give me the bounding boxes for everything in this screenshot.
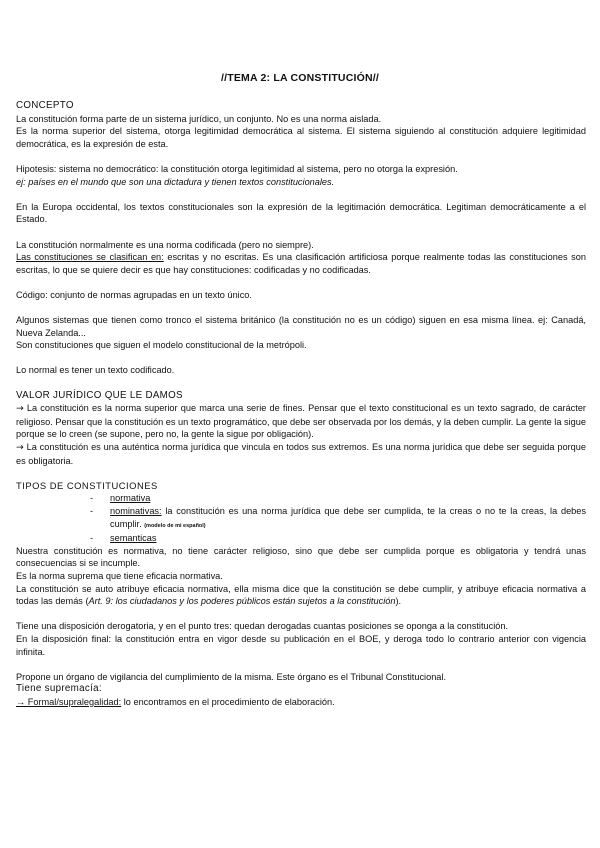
- paragraph: Propone un órgano de vigilancia del cumplimiento de la misma. Este órgano es el Tribunal Constitucional.: [16, 671, 447, 682]
- paragraph: La constitución normalmente es una norma codificada (pero no siempre).: [16, 239, 314, 250]
- list-dash: -: [90, 493, 94, 504]
- section-heading-valor: VALOR JURÍDICO QUE LE DAMOS: [16, 389, 183, 401]
- paragraph: [16, 251, 586, 276]
- types-list: [16, 492, 586, 544]
- arrow-icon: →: [16, 442, 24, 454]
- underlined-phrase: Las constituciones se clasifican en:: [16, 252, 164, 263]
- paragraph-text: La constitución es una auténtica norma jurídica que vincula en todos sus extremos. Es una norma jurídica que debe ser seguida porque es obligatoria.: [16, 442, 586, 466]
- paragraph: Es la norma superior del sistema, otorga legitimidad democrática al sistema. El sistema siguiendo al constitución adquiere legitimidad democrática, es la expresión de esta.: [16, 126, 586, 149]
- paragraph-text: La constitución es la norma superior que marca una serie de fines. Pensar que el texto constitucional es un texto sagrado, de carácter religioso. Pensar que la constitución es un texto programático, que debe ser observada por los demás, y la deben cumplir. La gente la sigue porque se lo creen (se supone, pero no, la gente la sigue por obligación).: [16, 403, 586, 440]
- list-item-label: normativa: [110, 493, 151, 504]
- paragraph: Código: conjunto de normas agrupadas en un texto único.: [16, 289, 252, 300]
- paragraph: Tiene supremacía:: [16, 683, 102, 695]
- list-item: [16, 505, 586, 532]
- paragraph: Tiene una disposición derogatoria, y en el punto tres: quedan derogadas cuantas posiciones se oponga a la constitución.: [16, 621, 509, 632]
- document-title: //TEMA 2: LA CONSTITUCIÓN//: [220, 72, 380, 84]
- list-dash: -: [90, 533, 94, 544]
- paragraph: Algunos sistemas que tienen como tronco el sistema británico (la constitución no es un código) siguen en esa misma línea. ej: Canadá, Nueva Zelanda...: [16, 315, 586, 338]
- paragraph: Son constituciones que siguen el modelo constitucional de la metrópoli.: [16, 340, 307, 351]
- list-item-text: la constitución es una norma jurídica que debe ser cumplida, te la creas o no te la creas, la debes cumplir.: [110, 506, 586, 529]
- paragraph-text: La constitución se auto atribuye eficacia normativa, ella misma dice que la constitución se debe cumplir, y atribuye eficacia normativa a todas las demás (: [16, 583, 586, 607]
- list-item-label: semanticas: [110, 533, 157, 544]
- paragraph: [16, 583, 586, 608]
- list-item-label: nominativas:: [110, 506, 162, 516]
- paragraph-text: lo encontramos en el procedimiento de elaboración.: [121, 696, 335, 707]
- paragraph: Es la norma suprema que tiene eficacia normativa.: [16, 570, 223, 581]
- paragraph: Hipotesis: sistema no democrático: la constitución otorga legitimidad al sistema, pero no otorga la expresión.: [16, 163, 458, 174]
- example-paragraph: ej: países en el mundo que son una dictadura y tienen textos constitucionales.: [16, 176, 335, 187]
- paragraph: [16, 441, 586, 467]
- section-heading-tipos: TIPOS DE CONSTITUCIONES: [16, 479, 158, 491]
- paragraph: Lo normal es tener un texto codificado.: [16, 365, 175, 376]
- document-body: [16, 100, 586, 709]
- paragraph: En la Europa occidental, los textos constitucionales son la expresión de la legitimación democrática. Legitiman democráticamente a el Estado.: [16, 201, 586, 225]
- paragraph: [16, 402, 586, 441]
- paragraph: Nuestra constitución es normativa, no tiene carácter religioso, sino que debe ser cumplida porque es obligatoria y tendrá unas consecuencias si se incumple.: [16, 545, 586, 569]
- list-dash: -: [90, 506, 94, 516]
- arrow-icon: →: [16, 403, 24, 415]
- italic-citation: Art. 9: los ciudadanos y los poderes públicos están sujetos a la constitución: [88, 596, 396, 607]
- paragraph: En la disposición final: la constitución entra en vigor desde su publicación en el BOE, y deroga todo lo contrario anterior con vigencia infinita.: [16, 633, 586, 657]
- list-item-note: (modelo de mi español): [144, 522, 206, 529]
- list-item: [16, 532, 586, 545]
- paragraph-text: ).: [395, 596, 402, 607]
- underlined-phrase: → Formal/supralegalidad:: [16, 696, 122, 707]
- section-heading-concepto: CONCEPTO: [16, 100, 74, 111]
- list-item: [16, 492, 586, 505]
- paragraph: [16, 696, 586, 709]
- paragraph-text: escritas y no escritas. Es una clasificación artificiosa porque realmente todas las constituciones son escritas, lo que se quiere decir es que hay constituciones: codificadas y no codificadas.: [16, 252, 586, 275]
- paragraph: La constitución forma parte de un sistema jurídico, un conjunto. No es una norma aislada.: [16, 113, 382, 124]
